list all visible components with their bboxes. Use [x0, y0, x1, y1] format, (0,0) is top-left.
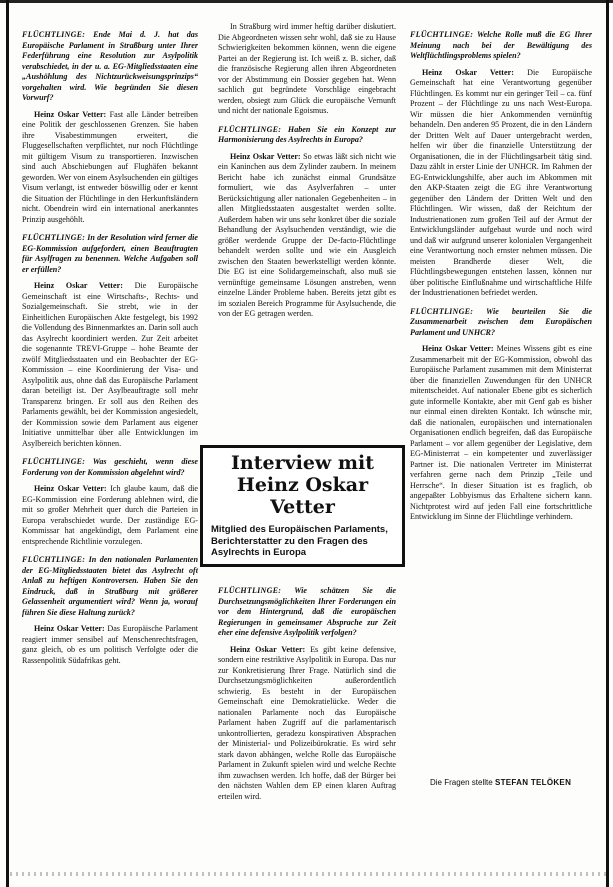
paragraph-text: Es gibt keine defensive, sondern eine restriktive Asylpolitik in Europa. Das nur zur Konkretisierung Ihrer Frage. Natürlich sind die Durchsetzungsmöglichkeiten außerordentlich schwierig. Es besteht in der Europäischen Gemeinschaft eine Demokratielücke. Weder die nationalen Parlamente noch das Europäische Parlament haben Zugriff auf die parlamentarisch unkontrollierten, geradezu konspirativen Absprachen der Ministerial- und Polizeibürokratie. Es wird sehr stark davon abhängen, welche Rolle das Europäische Parlament in Zukunft spielen wird und welche Rechte ihm zuwachsen werden. Ich hoffe, daß der Bürger bei den nächsten Wahlen dem EP einen klaren Auftrag erteilen wird.	[218, 644, 396, 801]
scan-edge-left	[6, 0, 9, 887]
speaker-label: FLÜCHTLINGE:	[218, 124, 282, 134]
body-paragraph	[218, 22, 396, 117]
paragraph-text: Wie schätzen Sie die Durchsetzungsmöglichkeiten Ihrer Forderungen ein vor dem Hintergrund, daß die europäischen Regierungen in gemeinsamer Absprache zur Zeit eher eine defensive Asylpolitik verfolgen?	[218, 586, 396, 637]
paragraph-text: Meines Wissens gibt es eine Zusammenarbeit mit der EG-Kommission, obwohl das Europäische Parlament zusammen mit dem Ministerrat über die finanziellen Zuwendungen für den UNHCR mitentscheidet. Auf nationaler Ebene gibt es sicherlich gute informelle Kontakte, aber mit Genf gab es bisher nur einmal einen direkten Kontakt. Ich wünsche mir, daß die nationalen, europäischen und internationalen Organisationen endlich begreifen, daß das Europäische Parlament – vor allem gegenüber der Legislative, dem EG-Ministerrat – ein kompetenter und zuverlässiger Partner ist. Die nationalen Vertreter im Ministerrat verfahren gerne nach dem Prinzip „Teile und Herrsche“. In dieser Situation ist es fraglich, ob angepaßter Lobbyismus das Erhaltene sichern kann. Nichtprotest wird auf jeden Fall eine fortschrittliche Entwicklung im Sinne der Flüchtlinge verhindern.	[410, 344, 592, 521]
answer-paragraph	[22, 624, 198, 666]
paragraph-text: Was geschieht, wenn diese Forderung von der Kommission abgelehnt wird?	[22, 457, 198, 477]
speaker-label: Heinz Oskar Vetter:	[34, 281, 123, 290]
scan-dots-bottom	[10, 872, 606, 876]
speaker-label: Heinz Oskar Vetter:	[34, 624, 105, 633]
paragraph-text: Das Europäische Parlament reagiert immer sensibel auf Menschenrechtsfragen, ganz gleich, ob es um politisch Verfolgte oder die Rassenpolitik Südafrikas geht.	[22, 624, 198, 665]
speaker-label: Heinz Oskar Vetter:	[422, 67, 514, 77]
paragraph-text: In den nationalen Parlamenten der EG-Mitgliedsstaaten bietet das Asylrecht oft Anlaß zu heftigen Kontroversen. Haben Sie den Eindruck, daß in Straßburg mit größerer Gelassenheit argumentiert wird? Wenn ja, worauf führen Sie diese Haltung zurück?	[22, 555, 198, 617]
speaker-label: Heinz Oskar Vetter:	[422, 344, 494, 353]
answer-paragraph	[22, 484, 198, 547]
answer-paragraph	[410, 68, 592, 299]
column-2-bottom	[218, 578, 396, 868]
paragraph-text: Die Europäische Gemeinschaft hat eine Verantwortung gegenüber Flüchtlingen. Es kommt nur ein geringer Teil – ca. fünf Prozent – der Flüchtlinge zu uns nach West-Europa. Wir müssen die hier Ankommenden vernünftig behandeln. Den anderen 95 Prozent, die in den Ländern der Dritten Welt auf Dauer untergebracht werden, helfen wir über die finanzielle Unterstützung der Organisationen, die in der Flüchtlingsarbeit tätig sind. Dazu zählt in erster Linie der UNHCR. Im Rahmen der EG-Entwicklungshilfe, aber auch im Abkommen mit den AKP-Staaten zeigt die EG ihre Verantwortung gegenüber den Ländern der Dritten Welt und den Flüchtlingen. Wir wissen, daß der Reichtum der Industrienationen zum großen Teil auf der Armut der Entwicklungsländer aufgebaut wurde und noch wird und daß wir aufgrund unserer kolonialen Vergangenheit eine Verantwortung noch ernster nehmen müssen. Die meisten Brandherde dieser Welt, die Flüchtlingsbewegungen entstehen lassen, können nur über politische Einflußnahme und wirtschaftliche Hilfe der Industrienationen befriedet werden.	[410, 67, 592, 297]
scan-edge-top	[0, 0, 613, 3]
paragraph-text: Ich glaube kaum, daß die EG-Kommission eine Forderung ablehnen wird, die mit so großer Mehrheit quer durch die Parteien in Europa verabschiedet wurde. Der zuständige EG-Kommissar hat angekündigt, dem Parlament eine entsprechende Richtlinie vorzulegen.	[22, 484, 198, 546]
question-paragraph	[22, 555, 198, 618]
column-2-top	[218, 22, 396, 452]
answer-paragraph	[218, 645, 396, 803]
subheadline: Mitglied des Europäischen Parlaments, Berichterstatter zu den Fragen des Asylrechts in Europa	[211, 524, 388, 558]
paragraph-text: In Straßburg wird immer heftig darüber diskutiert. Die Abgeordneten wissen sehr wohl, daß sie zu Hause Schwierigkeiten bekommen können, wenn die eigene Partei an der Regierung ist. Ich weiß z. B. sicher, daß die französische Regierung allen ihren Abgeordneten vor der Abstimmung ein Dossier gegeben hat. Wenn sachlich gut begründete Vorschläge eingebracht werden, obsiegt zum Glück die europäische Vernunft und nicht der nationale Egoismus.	[218, 22, 396, 115]
answer-paragraph	[22, 110, 198, 226]
answer-paragraph	[22, 281, 198, 449]
speaker-label: FLÜCHTLINGE:	[22, 233, 86, 242]
headline: Interview mit Heinz Oskar Vetter	[231, 452, 374, 518]
speaker-label: Heinz Oskar Vetter:	[34, 109, 107, 119]
answer-paragraph	[410, 344, 592, 523]
speaker-label: Heinz Oskar Vetter:	[34, 484, 107, 493]
speaker-label: Heinz Oskar Vetter:	[230, 644, 306, 654]
scan-edge-right	[606, 0, 609, 887]
speaker-label: FLÜCHTLINGE:	[410, 30, 474, 39]
speaker-label: FLÜCHTLINGE:	[218, 586, 282, 595]
credit-prefix: Die Fragen stellte	[430, 778, 493, 787]
column-1	[22, 22, 198, 867]
paragraph-text: Fast alle Länder betreiben eine Politik der geschlossenen Grenzen. Sie haben ihre Visabestimmungen erweitert, die Fluggesellschaften verpflichtet, nur noch Flüchtlinge mit gültigem Visum zu transportieren. Inzwischen sind auch Abschiebungen auf Flughäfen bekannt geworden. Wer von einem Asylsuchenden ein gültiges Visum verlangt, ist entweder böswillig oder er kennt die Situation der Flüchtlinge in den Herkunftsländern nicht. Obendrein wird ein international anerkanntes Prinzip ausgehöhlt.	[22, 109, 198, 224]
question-paragraph	[218, 586, 396, 639]
column-3	[410, 22, 592, 792]
question-paragraph	[22, 233, 198, 275]
speaker-label: FLÜCHTLINGE:	[22, 457, 86, 466]
paragraph-text: Welche Rolle muß die EG Ihrer Meinung nach bei der Bewältigung des Weltflüchtlingsproblems spielen?	[410, 30, 592, 60]
speaker-label: FLÜCHTLINGE:	[22, 30, 86, 39]
speaker-label: FLÜCHTLINGE:	[410, 306, 474, 316]
paragraph-text: In der Resolution wird ferner die EG-Kommission aufgefordert, einen Beauftragten für Asylfragen zu benennen. Welche Aufgaben soll er erfüllen?	[22, 233, 198, 274]
speaker-label: FLÜCHTLINGE:	[22, 555, 86, 564]
paragraph-text: Haben Sie ein Konzept zur Harmonisierung des Asylrechts in Europa?	[218, 124, 396, 144]
interview-title-box	[200, 445, 405, 567]
question-paragraph	[410, 30, 592, 62]
credit-name: STEFAN TELÖKEN	[494, 778, 572, 787]
question-paragraph	[218, 125, 396, 146]
paragraph-text: So etwas läßt sich nicht wie ein Kaninchen aus dem Zylinder zaubern. In meinem Bericht habe ich zunächst einmal Grundsätze formuliert, wie das Asylverfahren – unter Berücksichtigung aller nationalen Gegebenheiten – in allen Mitgliedsstaaten ausgestaltet werden sollte. Außerdem haben wir uns sehr konkret über die soziale Behandlung der Asylsuchenden verständigt, wie die größer werdende Gruppe der De-facto-Flüchtlinge behandelt werden sollte und wie ein Ausgleich zwischen den Staaten bewerkstelligt werden könnte. Die EG ist eine Solidargemeinschaft, also muß sie vernünftige gemeinsame Lösungen anstreben, wenn einzelne Länder Probleme haben. Bereits jetzt gibt es im sozialen Bereich Programme für Asylsuchende, die von der EG getragen werden.	[218, 151, 396, 318]
question-paragraph	[410, 307, 592, 339]
speaker-label: Heinz Oskar Vetter:	[230, 151, 301, 161]
answer-paragraph	[218, 152, 396, 320]
paragraph-text: Die Europäische Gemeinschaft ist eine Wirtschafts-, Rechts- und Sozialgemeinschaft. Sie strebt, wie in der Einheitlichen Europäischen Akte festgelegt, bis 1992 die Vollendung des Binnenmarktes an. Darin soll auch das Asylrecht koordiniert werden. Zur Zeit arbeitet die sogenannte TREVI-Gruppe – hohe Beamte der zwölf Mitgliedsstaaten und ein Beobachter der EG-Kommission – eine Koordinierung der Visa- und Asylpolitik aus, ohne daß das Europäische Parlament daran beteiligt ist. Der Asylbeauftragte soll mehr Transparenz bringen. Er soll aus den Reihen des Parlaments gewählt, bei der Kommission angesiedelt, der Kommission sowie dem Parlament aus eigener Initiative unmittelbar über alle Entwicklungen im Asylbereich berichten können.	[22, 281, 198, 448]
author-credit	[430, 778, 571, 787]
paragraph-text: Ende Mai d. J. hat das Europäische Parlament in Straßburg unter Ihrer Federführung eine Resolution zur Asylpolitik verabschiedet, in der u. a. EG-Mitgliedsstaaten eine „Aushöhlung des Nichtzurückweisungsprinzips“ vorgehalten wird. Wie begründen Sie diesen Vorwurf?	[22, 30, 198, 102]
question-paragraph	[22, 30, 198, 104]
paragraph-text: Wie beurteilen Sie die Zusammenarbeit zwischen dem Europäischen Parlament und UNHCR?	[410, 306, 592, 337]
question-paragraph	[22, 457, 198, 478]
